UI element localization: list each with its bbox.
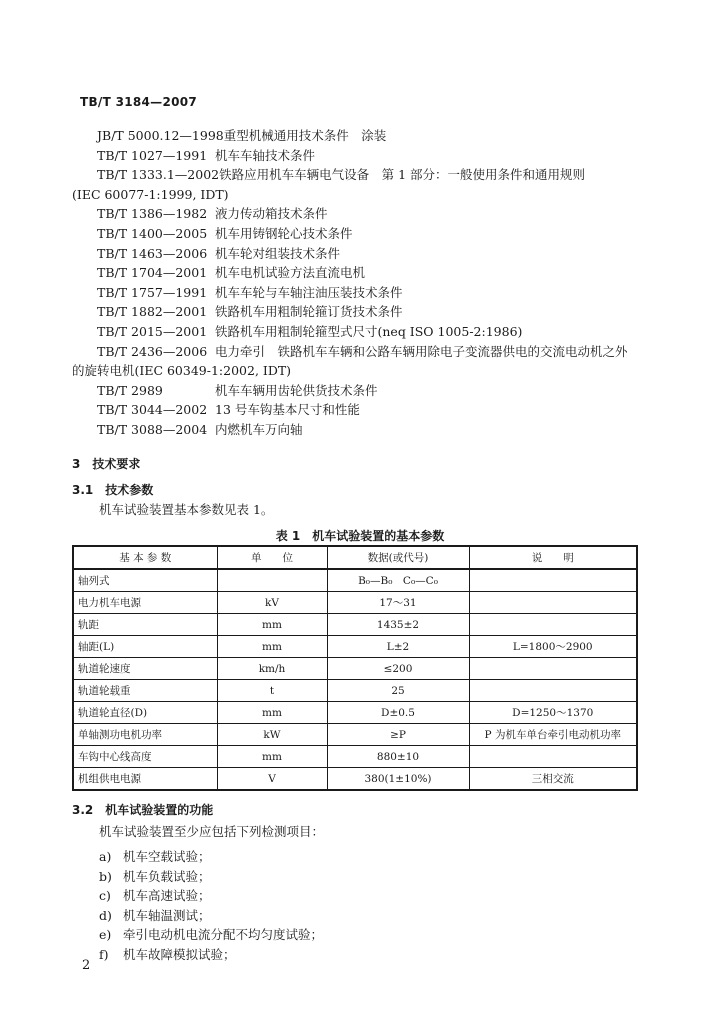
param-note — [469, 614, 637, 636]
reference-item — [72, 146, 652, 166]
standard-header: TB/T 3184—2007 — [80, 95, 198, 109]
param-name: 轨道轮直径(D) — [73, 702, 217, 724]
reference-title: 液力传动箱技术条件 — [215, 206, 328, 222]
column-header: 数据(或代号) — [327, 546, 469, 569]
section-3-2-heading: 3.2 机车试验装置的功能 — [72, 803, 214, 817]
reference-item — [72, 400, 652, 420]
list-item — [99, 886, 323, 906]
param-unit: mm — [217, 636, 327, 658]
reference-title: 铁路机车用粗制轮箍型式尺寸(neq ISO 1005-2:1986) — [215, 323, 523, 339]
param-note — [469, 569, 637, 592]
normative-reference-list — [72, 126, 652, 440]
param-name: 机组供电电源 — [73, 768, 217, 791]
list-item-text: 机车高速试验； — [123, 888, 211, 903]
list-item-text: 牵引电动机电流分配不均匀度试验； — [123, 927, 324, 942]
table-row — [73, 592, 637, 614]
param-name: 电力机车电源 — [73, 592, 217, 614]
reference-code: TB/T 1704—2001 — [97, 265, 208, 281]
table-row — [73, 746, 637, 768]
param-value: ≥P — [327, 724, 469, 746]
param-unit: V — [217, 768, 327, 791]
list-item-text: 机车轴温测试； — [123, 907, 211, 923]
section-3-heading: 3 技术要求 — [72, 457, 141, 471]
reference-item — [72, 342, 652, 362]
column-header: 单 位 — [217, 546, 327, 569]
list-item — [99, 945, 323, 965]
function-list — [99, 847, 323, 964]
table-row — [73, 569, 637, 592]
reference-code: TB/T 3044—2002 — [97, 402, 208, 418]
reference-title: 机车车轴技术条件 — [215, 147, 316, 163]
column-header: 基 本 参 数 — [73, 546, 217, 569]
list-item — [99, 906, 323, 926]
table-1-caption: 表 1 机车试验装置的基本参数 — [275, 529, 445, 543]
reference-title: 的旋转电机(IEC 60349-1:2002, IDT) — [72, 363, 292, 379]
param-unit: kW — [217, 724, 327, 746]
param-name: 轨道轮速度 — [73, 658, 217, 680]
reference-item — [72, 263, 652, 283]
reference-item — [72, 126, 652, 146]
reference-item — [72, 420, 652, 440]
table-header-row — [73, 546, 637, 569]
reference-item — [72, 165, 652, 185]
reference-code: TB/T 1463—2006 — [97, 245, 208, 261]
param-value: ≤200 — [327, 658, 469, 680]
reference-item — [72, 244, 652, 264]
table-row — [73, 636, 637, 658]
param-value: 880±10 — [327, 746, 469, 768]
param-value: 380(1±10%) — [327, 768, 469, 791]
reference-code: TB/T 3088—2004 — [97, 421, 208, 437]
reference-item — [72, 224, 652, 244]
reference-code: TB/T 2015—2001 — [97, 323, 208, 339]
param-note — [469, 746, 637, 768]
reference-title: 机车用铸钢轮心技术条件 — [215, 225, 353, 241]
list-item-letter: d) — [99, 907, 112, 923]
param-name: 单轴测功电机功率 — [73, 724, 217, 746]
reference-code: JB/T 5000.12—1998 — [97, 128, 224, 143]
reference-code: TB/T 1333.1—2002 — [97, 167, 220, 183]
param-value: D±0.5 — [327, 702, 469, 724]
param-unit: kV — [217, 592, 327, 614]
param-value: 17～31 — [327, 592, 469, 614]
reference-title: 电力牵引 铁路机车车辆和公路车辆用除电子变流器供电的交流电动机之外 — [215, 343, 628, 359]
param-note: 三相交流 — [469, 768, 637, 791]
parameters-table — [72, 545, 638, 791]
list-item-text: 机车空载试验； — [123, 849, 211, 864]
param-value: 1435±2 — [327, 614, 469, 636]
table-row — [73, 702, 637, 724]
section-3-2-intro: 机车试验装置至少应包括下列检测项目： — [99, 824, 325, 839]
table-row — [73, 680, 637, 702]
param-unit: km/h — [217, 658, 327, 680]
reference-code: TB/T 1386—1982 — [97, 206, 208, 222]
list-item — [99, 925, 323, 945]
param-note: P 为机车单台牵引电动机功率 — [469, 724, 637, 746]
table-row — [73, 614, 637, 636]
column-header: 说 明 — [469, 546, 637, 569]
list-item — [99, 847, 323, 867]
param-note — [469, 680, 637, 702]
list-item — [99, 867, 323, 887]
reference-code: TB/T 1027—1991 — [97, 147, 208, 163]
reference-title: (IEC 60077-1:1999, IDT) — [72, 186, 229, 202]
reference-title: 内燃机车万向轴 — [215, 421, 303, 437]
reference-item — [72, 322, 652, 342]
section-3-1-intro: 机车试验装置基本参数见表 1。 — [99, 502, 274, 517]
list-item-letter: c) — [99, 888, 111, 903]
reference-item — [72, 204, 652, 224]
reference-item — [72, 302, 652, 322]
reference-code: TB/T 2989 — [97, 382, 163, 398]
list-item-letter: a) — [99, 849, 112, 864]
reference-title: 重型机械通用技术条件 涂装 — [223, 128, 387, 143]
param-unit: t — [217, 680, 327, 702]
table-row — [73, 658, 637, 680]
reference-item-continuation — [72, 361, 652, 381]
param-note: L=1800～2900 — [469, 636, 637, 658]
param-value: L±2 — [327, 636, 469, 658]
reference-title: 铁路机车用粗制轮箍订货技术条件 — [215, 304, 403, 320]
param-unit: mm — [217, 702, 327, 724]
param-name: 车钩中心线高度 — [73, 746, 217, 768]
param-note — [469, 592, 637, 614]
list-item-text: 机车故障模拟试验； — [123, 946, 236, 962]
reference-title: 机车轮对组装技术条件 — [215, 245, 341, 261]
reference-item — [72, 283, 652, 303]
reference-code: TB/T 1882—2001 — [97, 304, 208, 320]
param-name: 轴列式 — [73, 569, 217, 592]
param-name: 轨距 — [73, 614, 217, 636]
param-name: 轨道轮载重 — [73, 680, 217, 702]
reference-item-continuation — [72, 185, 652, 205]
table-row — [73, 724, 637, 746]
reference-item — [72, 381, 652, 401]
param-unit: mm — [217, 746, 327, 768]
list-item-letter: b) — [99, 868, 112, 884]
param-value: B₀—B₀ C₀—C₀ — [327, 569, 469, 592]
table-row — [73, 768, 637, 791]
param-note: D=1250～1370 — [469, 702, 637, 724]
list-item-text: 机车负载试验； — [123, 868, 211, 884]
section-3-1-heading: 3.1 技术参数 — [72, 483, 154, 497]
list-item-letter: e) — [99, 927, 112, 942]
reference-title: 机车电机试验方法直流电机 — [215, 265, 366, 281]
reference-code: TB/T 2436—2006 — [97, 343, 208, 359]
param-note — [469, 658, 637, 680]
reference-title: 13 号车钩基本尺寸和性能 — [215, 402, 360, 418]
list-item-letter: f) — [99, 946, 109, 962]
param-unit — [217, 569, 327, 592]
param-unit: mm — [217, 614, 327, 636]
param-name: 轴距(L) — [73, 636, 217, 658]
reference-code: TB/T 1400—2005 — [97, 225, 208, 241]
reference-code: TB/T 1757—1991 — [97, 284, 208, 300]
param-value: 25 — [327, 680, 469, 702]
reference-title: 机车车辆用齿轮供货技术条件 — [215, 382, 378, 398]
reference-title: 铁路应用机车车辆电气设备 第 1 部分：一般使用条件和通用规则 — [219, 167, 586, 183]
reference-title: 机车车轮与车轴注油压装技术条件 — [215, 284, 403, 300]
page-number: 2 — [82, 958, 91, 973]
